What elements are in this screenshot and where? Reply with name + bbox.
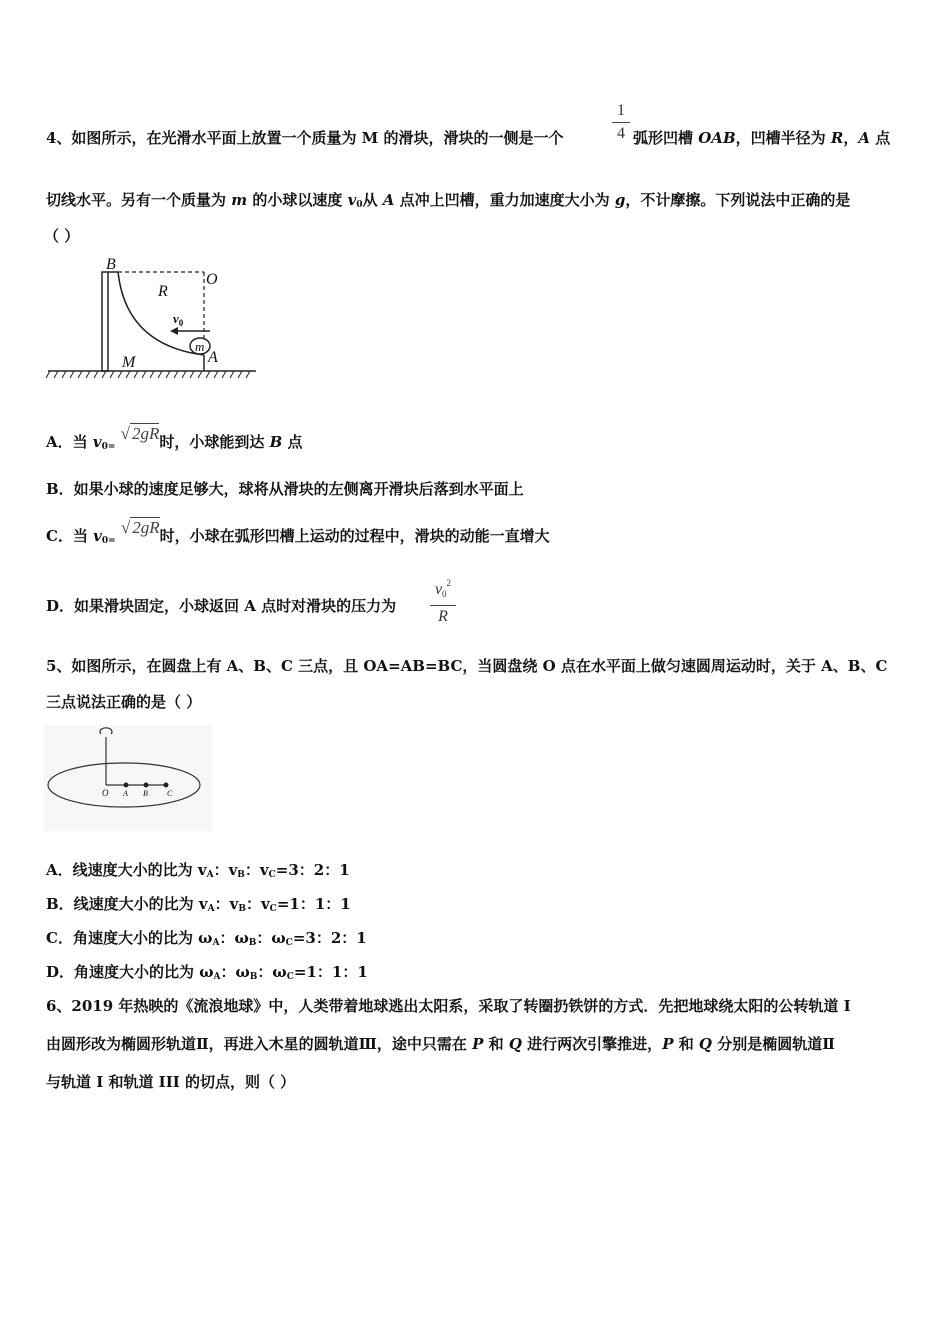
label-o: O <box>206 271 218 288</box>
label-b: B <box>143 789 148 798</box>
q4-fraction-denominator: 4 <box>617 125 625 142</box>
label-b: B <box>106 256 116 273</box>
q4-fraction <box>612 100 630 145</box>
velocity-label: $v_0$ <box>173 311 184 328</box>
point-b <box>144 783 149 788</box>
q5-stem-line1: 5、如图所示，在圆盘上有 A、B、C 三点，且 OA=AB=BC，当圆盘绕 O 点在水平面上做匀速圆周运动时，关于 A、B、C <box>46 657 888 675</box>
label-m-slider: M <box>122 354 136 371</box>
label-c: C <box>167 789 173 798</box>
q4-oab: OAB <box>698 129 736 147</box>
q4-fraction-numerator: 1 <box>612 100 630 123</box>
q5-figure <box>44 725 212 831</box>
figure-background <box>44 725 212 831</box>
ball-label: m <box>195 339 205 354</box>
q4-radius: R <box>830 129 844 147</box>
ground-hatching <box>46 371 250 378</box>
label-r: R <box>158 283 168 300</box>
q6-stem-line1: 6、2019 年热映的《流浪地球》中，人类带着地球逃出太阳系，采取了转圈扔铁饼的方式．先把地球绕太阳的公转轨道 I <box>46 997 851 1015</box>
q6-stem-line3: 与轨道 I 和轨道 III 的切点，则（ ） <box>46 1073 296 1091</box>
q4-answer-paren: （ ） <box>44 227 80 245</box>
label-a: A <box>123 789 128 798</box>
q5-option-a: A．线速度大小的比为 $v_A$：$v_B$：$v_C=3$：2：1 <box>46 861 350 880</box>
fraction-denominator: R <box>438 608 448 625</box>
q4-stem-line1-tail: 弧形凹槽 OAB，凹槽半径为 R，A 点 <box>633 129 891 147</box>
q5-option-b: B．线速度大小的比为 $v_A$：$v_B$：$v_C=1$：1：1 <box>46 895 351 914</box>
label-o: O <box>102 788 109 798</box>
q4-option-b: B．如果小球的速度足够大，球将从滑块的左侧离开滑块后落到水平面上 <box>46 480 524 498</box>
q4-figure <box>44 255 259 385</box>
q4-stem-line2: 切线水平。另有一个质量为 m 的小球以速度 $v_0$从 A 点冲上凹槽，重力加速度大小为 g，不计摩擦。下列说法中正确的是 <box>46 191 851 210</box>
point-c <box>164 783 169 788</box>
q6-stem-line2: 由圆形改为椭圆形轨道Ⅱ，再进入木星的圆轨道Ⅲ，途中只需在 P 和 Q 进行两次引擎推进，P 和 Q 分别是椭圆轨道Ⅱ <box>46 1035 835 1053</box>
q5-option-d: D．角速度大小的比为 $\omega_A$：$\omega_B$：$\omega_C=1$：1：1 <box>46 963 368 982</box>
q5-option-c: C．角速度大小的比为 $\omega_A$：$\omega_B$：$\omega_C=3$：2：1 <box>46 929 367 948</box>
q4-option-c: C．当 $v_{0=}$ √ 2gR时，小球在弧形凹槽上运动的过程中，滑块的动能一直增大 <box>46 518 550 546</box>
point-a <box>124 783 129 788</box>
label-a: A <box>208 349 218 366</box>
q4-option-d-fraction <box>430 572 456 628</box>
sqrt-expression: √ 2gR <box>120 518 160 537</box>
q4-point-a: A <box>858 129 870 147</box>
sqrt-expression: √ 2gR <box>120 424 160 443</box>
q5-stem-line2: 三点说法正确的是（ ） <box>46 693 202 711</box>
slider-left-wall <box>102 272 108 371</box>
q4-stem-line1: 4、如图所示，在光滑水平面上放置一个质量为 M 的滑块，滑块的一侧是一个 <box>46 129 564 147</box>
velocity-arrowhead <box>170 327 178 335</box>
q4-option-a: A．当 $v_{0=}$ √ 2gR时，小球能到达 B 点 <box>46 424 303 452</box>
fraction-numerator: $v0^2$ <box>430 572 456 606</box>
q4-option-d: D．如果滑块固定，小球返回 A 点时对滑块的压力为 <box>46 597 397 615</box>
